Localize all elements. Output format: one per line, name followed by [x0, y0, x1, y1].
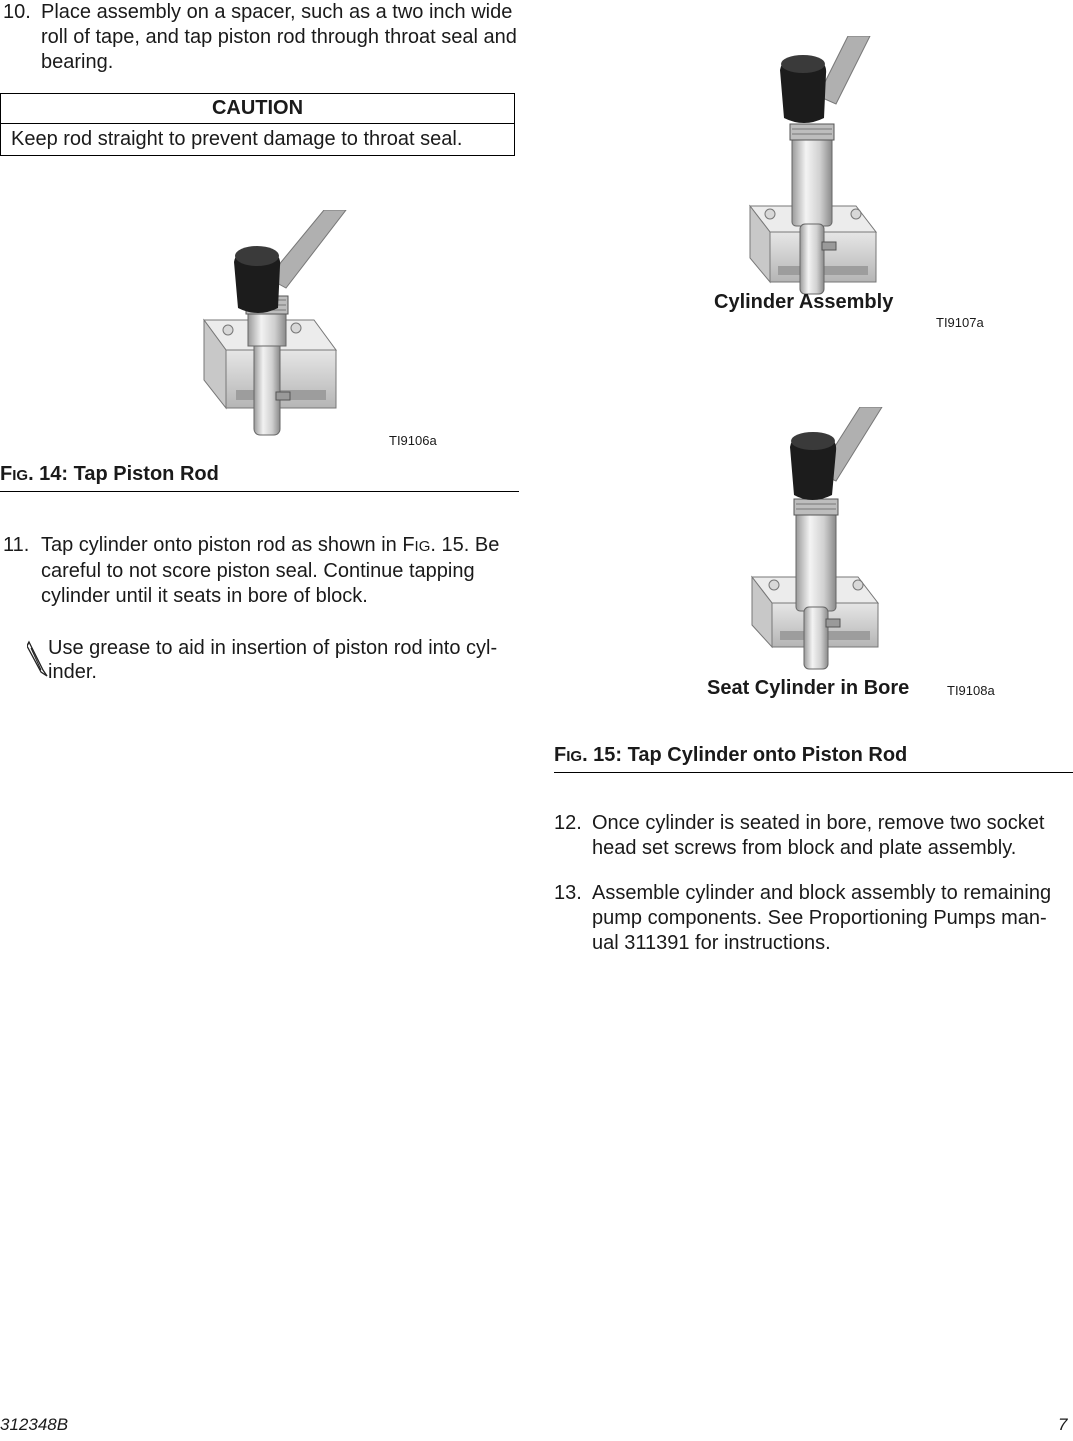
figure-14-ti-code: TI9106a: [389, 433, 437, 448]
step-number: 10.: [3, 1, 31, 23]
caption-f: F: [0, 463, 13, 485]
caution-box: [0, 93, 515, 156]
figure-15-cylinder-assembly-illustration: [680, 36, 930, 332]
caution-heading: CAUTION: [1, 94, 514, 124]
caption-rest: . 14: Tap Piston Rod: [28, 463, 219, 485]
step-12: [554, 811, 1069, 861]
figure-15b-ti-code: TI9108a: [947, 683, 995, 698]
figure-15-rule: [554, 772, 1073, 773]
step-text: Once cylinder is seated in bore, remove two socket head set screws from block and plate assembly.: [592, 812, 1045, 859]
step-11: [3, 533, 518, 609]
figure-14-tap-piston-rod-illustration: [136, 210, 382, 446]
figure-14-caption: [0, 463, 219, 486]
step-text-smallcaps: IG: [414, 538, 431, 555]
footer-doc-number: 312348B: [0, 1415, 69, 1434]
figure-14-rule: [0, 491, 519, 492]
step-10: [3, 0, 518, 75]
step-text: Place assembly on a spacer, such as a two inch wide roll of tape, and tap piston rod through throat seal and bearing.: [41, 1, 517, 73]
step-number: 11.: [3, 534, 30, 556]
step-13: [554, 881, 1069, 956]
figure-15-seat-cylinder-illustration: [690, 407, 940, 705]
step-text-part: Tap cylinder onto piston rod as shown in F: [41, 534, 415, 556]
pencil-icon: [27, 638, 49, 678]
step-text: Assemble cylinder and block assembly to remaining pump components. See Proportioning Pumps man-ual 311391 for instructions.: [592, 882, 1052, 954]
caution-text: Keep rod straight to prevent damage to throat seal.: [11, 128, 463, 150]
figure-15a-ti-code: TI9107a: [936, 315, 984, 330]
caption-ig: IG: [12, 467, 29, 484]
note-text: Use grease to aid in insertion of piston rod into cyl-inder.: [48, 637, 498, 683]
step-number: 13.: [554, 882, 582, 904]
footer-page-number: 7: [1058, 1415, 1068, 1434]
caption-ig: IG: [566, 748, 583, 765]
figure-15b-label: Seat Cylinder in Bore: [707, 677, 910, 699]
step-number: 12.: [554, 812, 582, 834]
step-text: [41, 533, 518, 609]
step-text-part: . 15. Be careful to not score piston seal. Continue tapping cylinder until it seats in bore of block.: [41, 534, 500, 607]
caption-f: F: [554, 744, 567, 766]
figure-15a-label: Cylinder Assembly: [714, 291, 894, 313]
caption-rest: . 15: Tap Cylinder onto Piston Rod: [582, 744, 908, 766]
figure-15-caption: [554, 744, 907, 767]
